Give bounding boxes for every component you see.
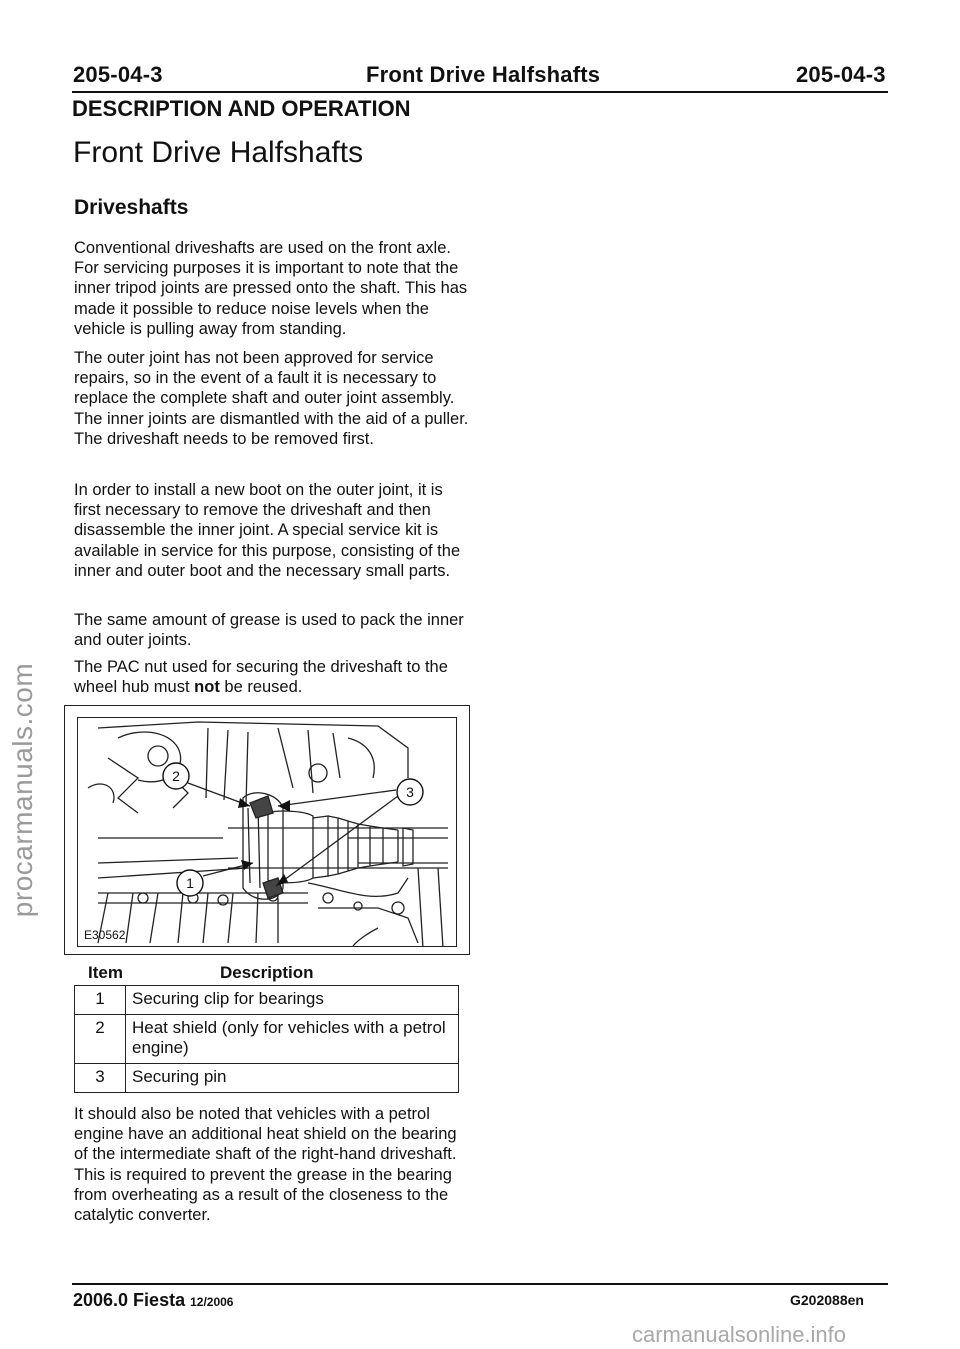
footer-rule [72,1283,888,1285]
pac-note-emphasis: not [194,678,220,697]
table-cell-item: 3 [75,1064,126,1093]
paragraph-pac-nut [74,657,470,697]
table-cell-item: 1 [75,986,126,1015]
driveshaft-illustration [77,717,457,947]
svg-text:2: 2 [172,768,180,784]
section-heading: DESCRIPTION AND OPERATION [72,96,411,121]
subsection-heading: Driveshafts [74,196,189,219]
table-header-description: Description [220,963,314,982]
items-table [74,985,459,1093]
table-cell-description: Securing clip for bearings [126,986,459,1015]
svg-text:1: 1 [186,875,194,891]
callout-3 [397,779,423,805]
pac-note-text: The PAC nut used for securing the driveshaft to the wheel hub must [74,658,448,697]
footer-model [73,1290,233,1311]
driveshaft-drawing [78,718,457,947]
footer-date: 12/2006 [190,1295,234,1309]
table-row [75,1064,459,1093]
paragraph-outer-joint: The outer joint has not been approved for service repairs, so in the event of a fault it is necessary to replace the complete shaft and outer joint assembly. The inner joints are dismantled with the aid of a puller. The driveshaft needs to be removed first. [74,349,469,448]
figure-code: E30562 [84,928,126,942]
table-cell-description: Heat shield (only for vehicles with a petrol engine) [126,1015,459,1064]
table-row [75,986,459,1015]
paragraph-heat-shield-note: It should also be noted that vehicles with a petrol engine have an additional heat shield on the bearing of the intermediate shaft of the right-hand driveshaft. This is required to prevent the grease in the bearing from overheating as a result of the closeness to the catalytic converter. [74,1105,457,1225]
table-header-item: Item [88,963,123,982]
header-page-number-right: 205-04-3 [796,62,886,87]
table-cell-description: Securing pin [126,1064,459,1093]
figure-frame [64,705,470,955]
pac-note-text-end: be reused. [219,678,303,697]
paragraph-conventional-driveshafts: Conventional driveshafts are used on the front axle. For servicing purposes it is important to note that the inner tripod joints are pressed onto the shaft. This has made it possible to reduce noise levels when the vehicle is pulling away from standing. [74,239,468,338]
header-rule [72,91,888,93]
header-page-number-left: 205-04-3 [73,62,163,87]
footer-model-name: 2006.0 Fiesta [73,1290,191,1310]
bottom-watermark: carmanualsonline.info [632,1322,847,1347]
paragraph-new-boot: In order to install a new boot on the outer joint, it is first necessary to remove the driveshaft and then disassemble the inner joint. A special service kit is available in service for this purpose, consisting of the inner and outer boot and the necessary small parts. [74,481,461,580]
table-row [75,1015,459,1064]
paragraph-grease: The same amount of grease is used to pack the inner and outer joints. [74,611,464,650]
page-title: Front Drive Halfshafts [73,136,364,169]
svg-text:3: 3 [406,784,414,800]
header-title: Front Drive Halfshafts [366,62,601,87]
callout-2 [163,763,189,789]
footer-document-code: G202088en [790,1292,864,1308]
table-cell-item: 2 [75,1015,126,1064]
side-watermark: procarmanuals.com [7,662,38,918]
callout-1 [177,870,203,896]
